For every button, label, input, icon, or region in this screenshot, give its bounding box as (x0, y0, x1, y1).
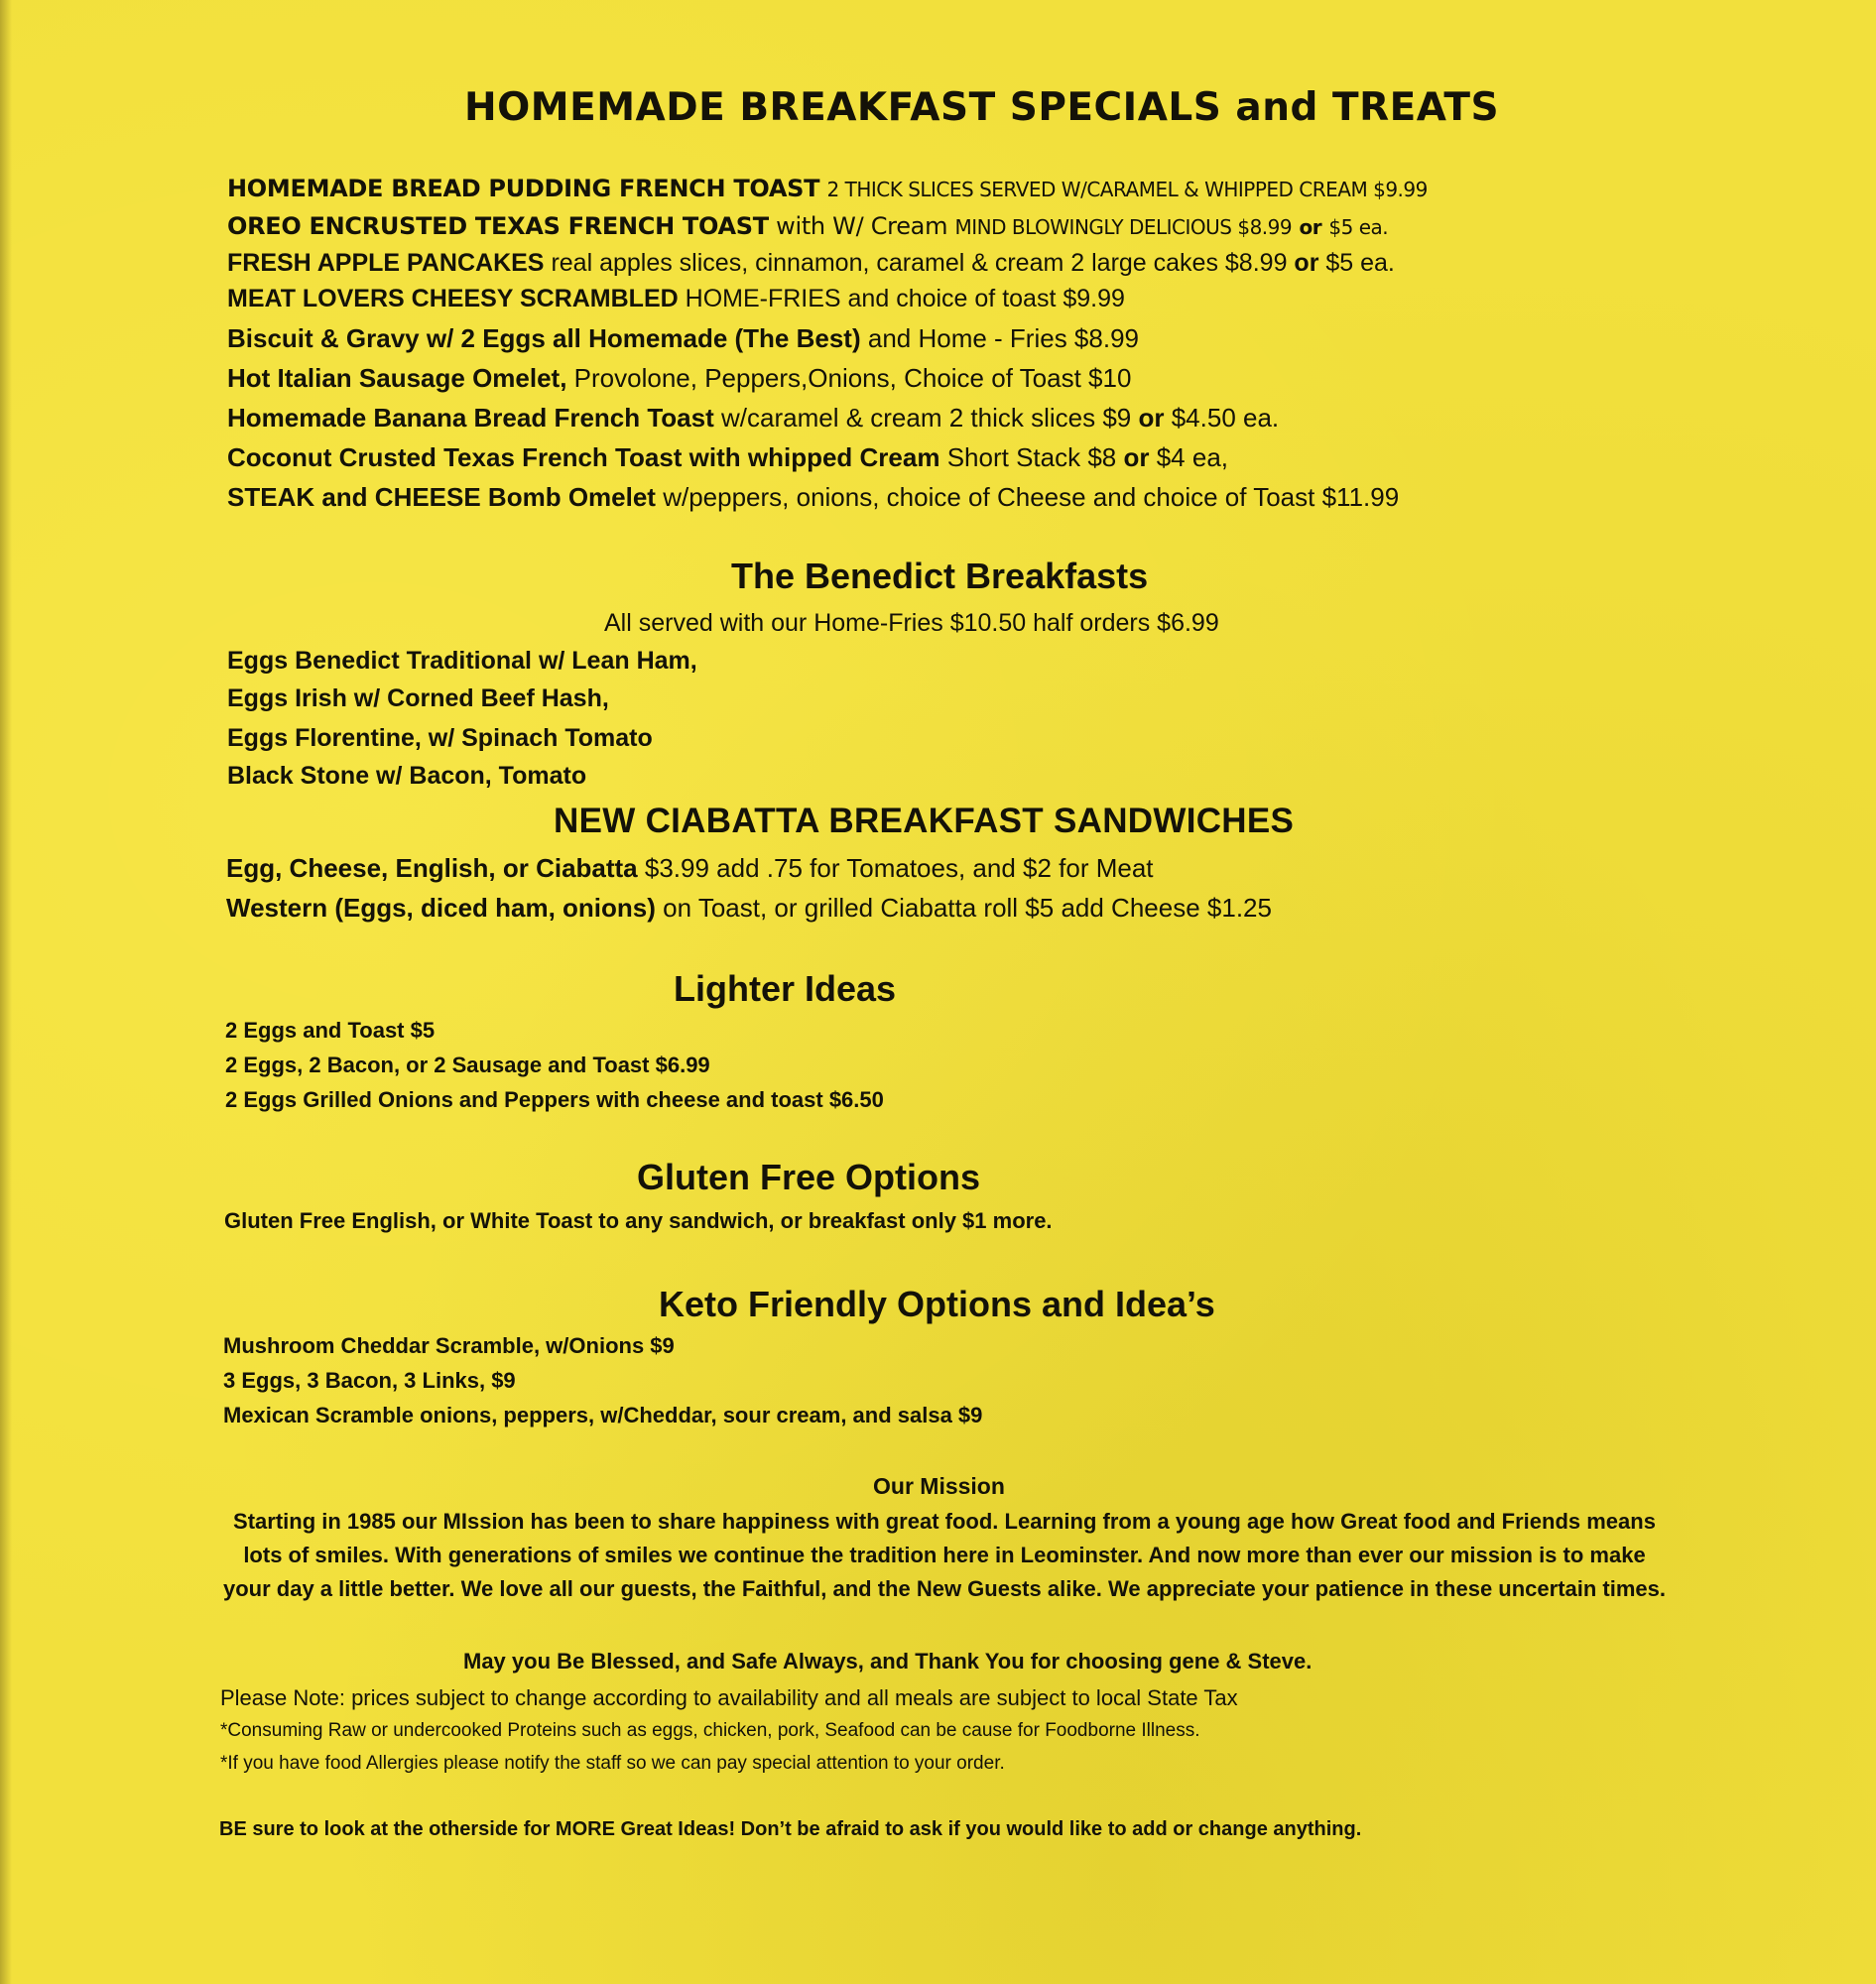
special-desc: 2 THICK SLICES SERVED W/CARAMEL & WHIPPED CREAM $9.99 (826, 178, 1428, 201)
footer-note: BE sure to look at the otherside for MORE Great Ideas! Don’t be afraid to ask if you would like to add or change anything. (219, 1818, 1362, 1840)
special-name: HOMEMADE BREAD PUDDING FRENCH TOAST (227, 175, 820, 202)
keto-item: 3 Eggs, 3 Bacon, 3 Links, $9 (223, 1368, 516, 1393)
special-desc: $5 ea. (1325, 249, 1395, 277)
ciabatta-item (226, 893, 1272, 924)
gluten-text: Gluten Free English, or White Toast to any sandwich, or breakfast only $1 more. (224, 1208, 1053, 1233)
special-desc: real apples slices, cinnamon, caramel & cream 2 large cakes $8.99 (551, 249, 1288, 277)
gluten-heading: Gluten Free Options (637, 1157, 981, 1197)
special-name: Homemade Banana Bread French Toast (227, 403, 714, 433)
mission-blessing: May you Be Blessed, and Safe Always, and Thank You for choosing gene & Steve. (463, 1649, 1313, 1674)
special-or: or (1294, 249, 1319, 277)
paper-edge-shadow (0, 0, 12, 1984)
special-name: FRESH APPLE PANCAKES (227, 249, 545, 277)
special-desc: w/caramel & cream 2 thick slices $9 (721, 403, 1132, 433)
lighter-item: 2 Eggs and Toast $5 (225, 1018, 436, 1043)
special-desc: HOME-FRIES and choice of toast $9.99 (685, 285, 1125, 312)
keto-item: Mushroom Cheddar Scramble, w/Onions $9 (223, 1333, 675, 1358)
special-item (227, 482, 1399, 513)
special-name: Biscuit & Gravy w/ 2 Eggs all Homemade (The Best) (227, 323, 861, 353)
menu-title: HOMEMADE BREAKFAST SPECIALS and TREATS (464, 85, 1500, 130)
special-desc: with W/ Cream (776, 212, 948, 240)
lighter-item: 2 Eggs, 2 Bacon, or 2 Sausage and Toast $6.99 (225, 1053, 710, 1077)
ciabatta-item (226, 853, 1154, 884)
special-item (227, 285, 1125, 313)
special-item (227, 175, 1428, 202)
raw-food-note: *Consuming Raw or undercooked Proteins such as eggs, chicken, pork, Seafood can be cause for Foodborne Illness. (220, 1720, 1200, 1741)
benedict-item: Eggs Benedict Traditional w/ Lean Ham, (227, 647, 697, 675)
lighter-item: 2 Eggs Grilled Onions and Peppers with cheese and toast $6.50 (225, 1087, 884, 1112)
benedict-item: Eggs Florentine, w/ Spinach Tomato (227, 724, 653, 752)
benedict-item: Eggs Irish w/ Corned Beef Hash, (227, 684, 609, 712)
special-item (227, 212, 1388, 240)
keto-item: Mexican Scramble onions, peppers, w/Cheddar, sour cream, and salsa $9 (223, 1403, 983, 1427)
special-desc: and Home - Fries $8.99 (867, 323, 1139, 353)
special-name: MEAT LOVERS CHEESY SCRAMBLED (227, 285, 679, 312)
special-desc: Short Stack $8 (946, 442, 1117, 472)
lighter-heading: Lighter Ideas (674, 968, 897, 1009)
special-item (227, 403, 1279, 434)
special-desc: Provolone, Peppers,Onions, Choice of Toast $10 (573, 363, 1132, 393)
ciabatta-item-desc: on Toast, or grilled Ciabatta roll $5 add Cheese $1.25 (663, 893, 1272, 923)
ciabatta-item-name: Western (Eggs, diced ham, onions) (226, 893, 656, 923)
ciabatta-item-desc: $3.99 add .75 for Tomatoes, and $2 for Meat (644, 853, 1154, 883)
special-name: STEAK and CHEESE Bomb Omelet (227, 482, 656, 512)
allergy-note: *If you have food Allergies please notify the staff so we can pay special attention to your order. (220, 1753, 1005, 1774)
special-desc: $4.50 ea. (1171, 403, 1280, 433)
special-desc: MIND BLOWINGLY DELICIOUS $8.99 (954, 215, 1293, 239)
mission-heading: Our Mission (873, 1473, 1005, 1499)
special-desc: $4 ea, (1156, 442, 1229, 472)
benedict-heading: The Benedict Breakfasts (731, 556, 1149, 596)
price-note: Please Note: prices subject to change according to availability and all meals are subject to local State Tax (220, 1685, 1238, 1710)
special-or: or (1123, 442, 1150, 472)
special-name: Coconut Crusted Texas French Toast with whipped Cream (227, 442, 940, 472)
special-name: Hot Italian Sausage Omelet, (227, 363, 567, 393)
special-item (227, 249, 1395, 278)
special-item (227, 442, 1228, 473)
special-or: or (1299, 215, 1322, 239)
special-desc: w/peppers, onions, choice of Cheese and choice of Toast $11.99 (663, 482, 1400, 512)
mission-text: Starting in 1985 our MIssion has been to share happiness with great food. Learning from a young age how Great food and Friends means lots of smiles. With generations of smiles we continue the tradition here in Leominster. And now more than ever our mission is to make your day a little better. We love all our guests, the Faithful, and the New Guests alike. We appreciate your patience in these uncertain times. (222, 1509, 1667, 1601)
benedict-item: Black Stone w/ Bacon, Tomato (227, 762, 587, 790)
ciabatta-heading: NEW CIABATTA BREAKFAST SANDWICHES (554, 802, 1295, 840)
special-item (227, 323, 1139, 354)
special-name: OREO ENCRUSTED TEXAS FRENCH TOAST (227, 212, 769, 240)
benedict-subtitle: All served with our Home-Fries $10.50 half orders $6.99 (604, 609, 1219, 637)
special-item (227, 363, 1131, 394)
ciabatta-item-name: Egg, Cheese, English, or Ciabatta (226, 853, 638, 883)
special-or: or (1138, 403, 1165, 433)
keto-heading: Keto Friendly Options and Idea’s (659, 1284, 1215, 1324)
special-desc: $5 ea. (1328, 215, 1389, 239)
